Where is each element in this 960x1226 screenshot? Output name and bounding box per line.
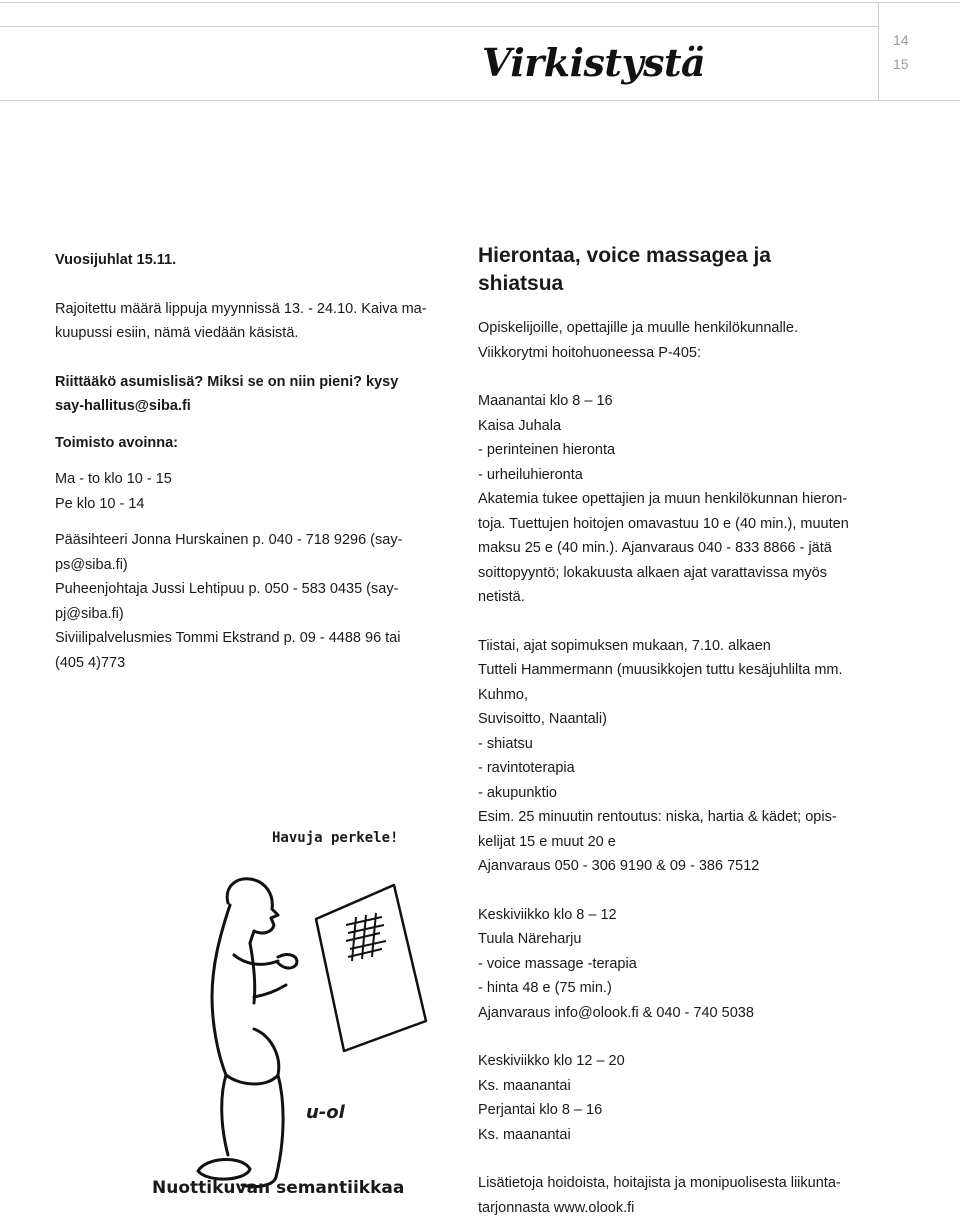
header-rule	[0, 26, 878, 27]
monday-line: maksu 25 e (40 min.). Ajanvaraus 040 - 833 8866 - jätä	[478, 540, 832, 556]
cartoon-back	[212, 905, 230, 1075]
housing-email: say-hallitus@siba.fi	[55, 398, 191, 414]
cartoon-arm-lower	[254, 985, 286, 997]
contact-line: Puheenjohtaja Jussi Lehtipuu p. 050 - 583 0435 (say-	[55, 581, 399, 597]
cartoon-caption-top: Havuja perkele!	[272, 830, 399, 846]
wednesday-pm-line: Ks. maanantai	[478, 1077, 571, 1094]
page-title: Virkistystä	[482, 40, 706, 85]
wednesday-line: Keskiviikko klo 8 – 12	[478, 906, 617, 923]
header-bottom-rule	[0, 100, 960, 101]
monday-line: Maanantai klo 8 – 16	[478, 393, 613, 409]
anniversary-heading: Vuosijuhlat 15.11.	[55, 252, 177, 268]
wednesday-line: - voice massage -terapia	[478, 955, 637, 972]
top-rule	[0, 2, 960, 3]
contact-line: (405 4)773	[55, 654, 126, 671]
contact-line: Siviilipalvelusmies Tommi Ekstrand p. 09 - 4488 96 tai	[55, 630, 401, 646]
tickets-text: Rajoitettu määrä lippuja myynnissä 13. - 24.10. Kaiva ma-	[55, 300, 427, 317]
wednesday-pm-line: Keskiviikko klo 12 – 20	[478, 1053, 625, 1069]
monday-line: soittopyyntö; lokakuusta alkaen ajat varattavissa myös	[478, 564, 827, 581]
cartoon-leg-lower	[276, 1075, 283, 1177]
office-hours-heading: Toimisto avoinna:	[55, 434, 178, 451]
tuesday-line: Suvisoitto, Naantali)	[478, 711, 607, 727]
monday-line: netistä.	[478, 589, 525, 605]
wednesday-pm-line: Ks. maanantai	[478, 1126, 571, 1143]
page-number-right: 15	[893, 56, 909, 72]
tuesday-line: - ravintoterapia	[478, 760, 575, 776]
cartoon-leg	[226, 1029, 279, 1084]
more-info-line: tarjonnasta www.olook.fi	[478, 1199, 635, 1216]
tuesday-line: - shiatsu	[478, 735, 533, 752]
cartoon-hand	[278, 955, 297, 968]
cartoon-scribble	[346, 913, 386, 961]
housing-question: Riittääkö asumislisä? Miksi se on niin pieni? kysy	[55, 373, 399, 390]
cartoon-caption-bottom: Nuottikuvan semantiikkaa	[152, 1178, 405, 1198]
wednesday-line: Ajanvaraus info@olook.fi & 040 - 740 5038	[478, 1004, 754, 1021]
left-column	[55, 248, 455, 675]
cartoon-stool	[198, 1159, 250, 1179]
cartoon-head	[227, 879, 278, 943]
tuesday-line: - akupunktio	[478, 784, 557, 801]
cartoon-front	[250, 943, 255, 1003]
tickets-text: kuupussi esiin, nämä viedään käsistä.	[55, 325, 299, 341]
tuesday-line: Tutteli Hammermann (muusikkojen tuttu kesäjuhlilta mm.	[478, 662, 843, 678]
tuesday-line: Kuhmo,	[478, 686, 528, 703]
intro-line: Viikkorytmi hoitohuoneessa P-405:	[478, 344, 701, 361]
tuesday-line: Ajanvaraus 050 - 306 9190 & 09 - 386 7512	[478, 858, 760, 874]
page-number-divider	[878, 2, 879, 100]
monday-line: toja. Tuettujen hoitojen omavastuu 10 e (40 min.), muuten	[478, 515, 849, 532]
right-column	[478, 242, 910, 1220]
massage-title: shiatsua	[478, 272, 564, 295]
monday-line: - perinteinen hieronta	[478, 442, 616, 458]
tuesday-line: Esim. 25 minuutin rentoutus: niska, hartia & kädet; opis-	[478, 809, 837, 825]
more-info-line: Lisätietoja hoidoista, hoitajista ja monipuolisesta liikunta-	[478, 1175, 841, 1191]
cartoon-knee	[222, 1075, 228, 1155]
contact-line: pj@siba.fi)	[55, 605, 124, 622]
monday-line: Kaisa Juhala	[478, 417, 562, 434]
massage-title: Hierontaa, voice massagea ja	[478, 244, 771, 267]
cartoon-arm	[234, 955, 278, 964]
contact-line: Pääsihteeri Jonna Hurskainen p. 040 - 718 9296 (say-	[55, 532, 403, 548]
office-hours-line: Pe klo 10 - 14	[55, 495, 145, 512]
tuesday-line: kelijat 15 e muut 20 e	[478, 833, 616, 850]
monday-line: Akatemia tukee opettajien ja muun henkilökunnan hieron-	[478, 491, 848, 507]
cartoon-signature: u-ol	[306, 1102, 345, 1123]
monday-line: - urheiluhieronta	[478, 466, 583, 483]
tuesday-line: Tiistai, ajat sopimuksen mukaan, 7.10. alkaen	[478, 637, 771, 654]
contact-line: ps@siba.fi)	[55, 556, 128, 573]
cartoon-drawing	[150, 825, 450, 1215]
intro-line: Opiskelijoille, opettajille ja muulle henkilökunnalle.	[478, 320, 798, 336]
office-hours-line: Ma - to klo 10 - 15	[55, 471, 172, 487]
wednesday-line: Tuula Näreharju	[478, 931, 582, 947]
wednesday-line: - hinta 48 e (75 min.)	[478, 980, 612, 996]
wednesday-pm-line: Perjantai klo 8 – 16	[478, 1102, 603, 1118]
cartoon-paper	[316, 885, 426, 1051]
page-number-left: 14	[893, 32, 909, 48]
